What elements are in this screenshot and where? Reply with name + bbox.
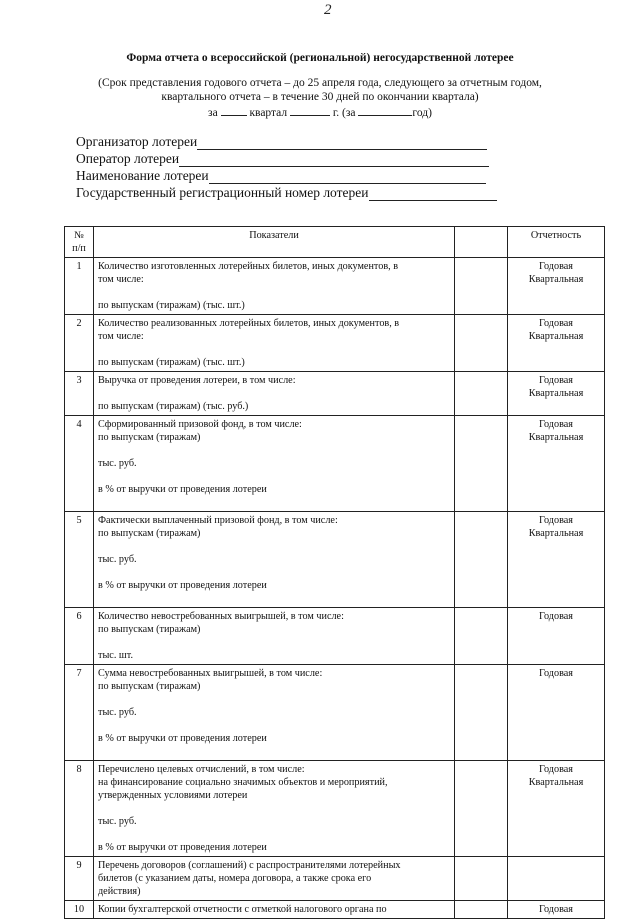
reporting-type: Годовая <box>539 318 573 329</box>
period-kvartal: квартал <box>249 107 288 119</box>
indicator-line: билетов (с указанием даты, номера договора, а также срока его <box>98 873 372 884</box>
lottery-name-field <box>76 167 497 184</box>
indicator-line: Выручка от проведения лотереи, в том числе: <box>98 375 296 386</box>
registration-number-blank[interactable] <box>369 188 497 201</box>
operator-blank[interactable] <box>179 154 489 167</box>
header-number-line-1: № <box>74 230 84 241</box>
indicator-line: утвержденных условиями лотереи <box>98 790 248 801</box>
header-blank <box>455 227 508 258</box>
indicator-gap <box>98 540 450 553</box>
value-entry-cell[interactable] <box>455 372 508 416</box>
reporting-type: Годовая <box>539 668 573 679</box>
value-entry-cell[interactable] <box>455 258 508 315</box>
table-row <box>65 512 605 608</box>
indicator-line: тыс. руб. <box>98 707 137 718</box>
row-number: 5 <box>65 512 94 608</box>
value-entry-cell[interactable] <box>455 416 508 512</box>
indicator-line: тыс. руб. <box>98 554 137 565</box>
indicator-cell <box>94 512 455 608</box>
table-row <box>65 665 605 761</box>
indicator-line: Фактически выплаченный призовой фонд, в том числе: <box>98 515 338 526</box>
lottery-info-fields <box>76 133 497 201</box>
indicator-gap <box>98 387 450 400</box>
indicator-line: в % от выручки от проведения лотереи <box>98 484 267 495</box>
report-table <box>64 226 605 919</box>
indicator-gap <box>98 566 450 579</box>
period-god: год) <box>412 107 432 119</box>
reporting-type: Годовая <box>539 515 573 526</box>
table-row <box>65 416 605 512</box>
indicator-cell <box>94 857 455 901</box>
row-number: 1 <box>65 258 94 315</box>
reporting-type: Годовая <box>539 611 573 622</box>
reporting-type: Годовая <box>539 764 573 775</box>
reporting-cell <box>508 901 605 919</box>
operator-field <box>76 150 497 167</box>
reporting-type: Квартальная <box>528 388 584 399</box>
organizer-label: Организатор лотереи <box>76 134 198 149</box>
reporting-cell <box>508 372 605 416</box>
value-entry-cell[interactable] <box>455 857 508 901</box>
table-row <box>65 608 605 665</box>
lottery-name-blank[interactable] <box>209 171 486 184</box>
reporting-type: Квартальная <box>528 528 584 539</box>
indicator-line: Сумма невостребованных выигрышей, в том числе: <box>98 668 323 679</box>
indicator-line: Копии бухгалтерской отчетности с отметкой налогового органа по <box>98 904 387 915</box>
table-body <box>65 258 605 919</box>
indicator-line: Перечислено целевых отчислений, в том числе: <box>98 764 305 775</box>
value-entry-cell[interactable] <box>455 608 508 665</box>
indicator-cell <box>94 258 455 315</box>
indicator-gap <box>98 444 450 457</box>
indicator-line: Сформированный призовой фонд, в том числе: <box>98 419 302 430</box>
organizer-blank[interactable] <box>197 137 487 150</box>
row-number: 2 <box>65 315 94 372</box>
indicator-line: тыс. шт. <box>98 650 133 661</box>
indicator-line: в % от выручки от проведения лотереи <box>98 842 267 853</box>
value-entry-cell[interactable] <box>455 512 508 608</box>
header-reporting: Отчетность <box>508 227 605 258</box>
table-row <box>65 901 605 919</box>
indicator-line: Перечень договоров (соглашений) с распространителями лотерейных <box>98 860 401 871</box>
indicator-gap <box>98 693 450 706</box>
table-row <box>65 258 605 315</box>
indicator-gap <box>98 745 450 758</box>
indicator-line: том числе: <box>98 274 144 285</box>
page-number-mark: 2 <box>324 2 332 18</box>
header-indicators: Показатели <box>94 227 455 258</box>
row-number: 8 <box>65 761 94 857</box>
registration-number-field <box>76 184 497 201</box>
reporting-type: Годовая <box>539 904 573 915</box>
indicator-line: по выпускам (тиражам) <box>98 624 201 635</box>
indicator-line: в % от выручки от проведения лотереи <box>98 580 267 591</box>
indicator-gap <box>98 592 450 605</box>
indicator-gap <box>98 496 450 509</box>
indicator-cell <box>94 416 455 512</box>
deadline-note <box>0 76 640 104</box>
row-number: 3 <box>65 372 94 416</box>
header-number <box>65 227 94 258</box>
indicator-cell <box>94 665 455 761</box>
header-number-line-2: п/п <box>72 243 86 254</box>
reporting-type: Квартальная <box>528 274 584 285</box>
indicator-cell <box>94 761 455 857</box>
indicator-line: том числе: <box>98 331 144 342</box>
organizer-field <box>76 133 497 150</box>
indicator-line: по выпускам (тиражам) (тыс. руб.) <box>98 401 249 412</box>
indicator-gap <box>98 470 450 483</box>
indicator-line: Количество невостребованных выигрышей, в том числе: <box>98 611 344 622</box>
reporting-period <box>0 105 640 119</box>
indicator-gap <box>98 719 450 732</box>
indicator-line: по выпускам (тиражам) <box>98 432 201 443</box>
indicator-line: по выпускам (тиражам) <box>98 681 201 692</box>
row-number: 7 <box>65 665 94 761</box>
indicator-gap <box>98 286 450 299</box>
indicator-cell <box>94 372 455 416</box>
value-entry-cell[interactable] <box>455 665 508 761</box>
quarter-year-blank[interactable] <box>290 105 330 116</box>
indicator-line: по выпускам (тиражам) (тыс. шт.) <box>98 300 245 311</box>
value-entry-cell[interactable] <box>455 901 508 919</box>
indicator-cell <box>94 315 455 372</box>
reporting-type: Годовая <box>539 261 573 272</box>
reporting-type: Квартальная <box>528 331 584 342</box>
reporting-type: Годовая <box>539 375 573 386</box>
indicator-cell <box>94 901 455 919</box>
deadline-note-line-1: (Срок представления годового отчета – до 25 апреля года, следующего за отчетным годом, <box>98 77 542 89</box>
value-entry-cell[interactable] <box>455 315 508 372</box>
value-entry-cell[interactable] <box>455 761 508 857</box>
period-g: г. (за <box>332 107 356 119</box>
table-row <box>65 761 605 857</box>
indicator-gap <box>98 828 450 841</box>
reporting-type: Годовая <box>539 419 573 430</box>
lottery-name-label: Наименование лотереи <box>76 168 209 183</box>
row-number: 10 <box>65 901 94 919</box>
period-za: за <box>208 107 218 119</box>
table-row <box>65 315 605 372</box>
reporting-cell <box>508 608 605 665</box>
indicator-line: по выпускам (тиражам) <box>98 528 201 539</box>
reporting-cell <box>508 665 605 761</box>
reporting-type: Квартальная <box>528 777 584 788</box>
reporting-cell <box>508 416 605 512</box>
reporting-cell <box>508 315 605 372</box>
deadline-note-line-2: квартального отчета – в течение 30 дней по окончании квартала) <box>161 91 479 103</box>
reporting-cell <box>508 761 605 857</box>
row-number: 6 <box>65 608 94 665</box>
indicator-line: действия) <box>98 886 141 897</box>
registration-number-label: Государственный регистрационный номер лотереи <box>76 185 369 200</box>
indicator-line: на финансирование социально значимых объектов и мероприятий, <box>98 777 388 788</box>
indicator-gap <box>98 802 450 815</box>
indicator-cell <box>94 608 455 665</box>
annual-year-blank[interactable] <box>358 105 412 116</box>
indicator-line: тыс. руб. <box>98 458 137 469</box>
reporting-type: Квартальная <box>528 432 584 443</box>
indicator-gap <box>98 343 450 356</box>
table-row <box>65 857 605 901</box>
indicator-line: Количество реализованных лотерейных билетов, иных документов, в <box>98 318 400 329</box>
reporting-cell <box>508 857 605 901</box>
indicator-line: тыс. руб. <box>98 816 137 827</box>
quarter-number-blank[interactable] <box>221 105 247 116</box>
table-header-row <box>65 227 605 258</box>
indicator-gap <box>98 636 450 649</box>
row-number: 4 <box>65 416 94 512</box>
indicator-line: Количество изготовленных лотерейных билетов, иных документов, в <box>98 261 399 272</box>
row-number: 9 <box>65 857 94 901</box>
reporting-cell <box>508 258 605 315</box>
form-title: Форма отчета о всероссийской (региональной) негосударственной лотерее <box>126 52 514 64</box>
table-row <box>65 372 605 416</box>
indicator-line: в % от выручки от проведения лотереи <box>98 733 267 744</box>
indicator-line: по выпускам (тиражам) (тыс. шт.) <box>98 357 245 368</box>
operator-label: Оператор лотереи <box>76 151 180 166</box>
reporting-cell <box>508 512 605 608</box>
